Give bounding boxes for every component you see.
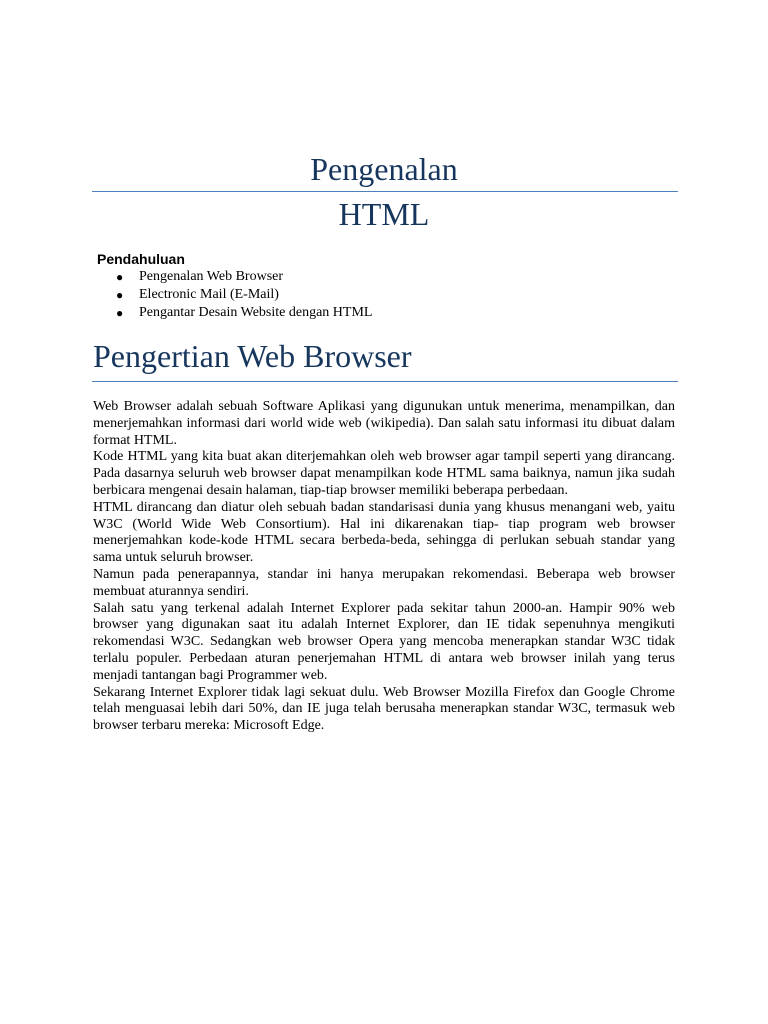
intro-heading: Pendahuluan <box>97 251 185 267</box>
section-body <box>93 399 675 735</box>
bullet-icon: ● <box>116 270 124 284</box>
section-divider <box>92 381 678 382</box>
list-item-label: Electronic Mail (E-Mail) <box>139 287 279 302</box>
body-paragraph: HTML dirancang dan diatur oleh sebuah badan standarisasi dunia yang khusus menangani web, yaitu W3C (World Wide Web Consortium). Hal ini dikarenakan tiap- tiap program web browser menerjemahkan kode-kode HTML secara berbeda-beda, sehingga di perlukan sebuah standar yang sama untuk seluruh browser. <box>93 499 675 566</box>
body-paragraph: Namun pada penerapannya, standar ini hanya merupakan rekomendasi. Beberapa web browser membuat aturannya sendiri. <box>93 566 675 599</box>
list-item-label: Pengantar Desain Website dengan HTML <box>139 305 373 320</box>
document-title-line-2: HTML <box>338 196 430 232</box>
list-item <box>112 268 372 286</box>
title-divider <box>92 191 678 192</box>
list-item <box>112 286 372 304</box>
body-paragraph: Kode HTML yang kita buat akan diterjemahkan oleh web browser agar tampil seperti yang dirancang. Pada dasarnya seluruh web browser dapat menampilkan kode HTML sama baiknya, namun jika sudah berbicara mengenai desain halaman, tiap-tiap browser memiliki beberapa perbedaan. <box>93 449 675 498</box>
body-paragraph: Salah satu yang terkenal adalah Internet Explorer pada sekitar tahun 2000-an. Hampir 90% web browser yang digunakan saat itu adalah Internet Explorer, dan IE tidak sepenuhnya mengikuti rekomendasi W3C. Sedangkan web browser Opera yang mencoba menerapkan standar W3C tidak terlalu populer. Perbedaan aturan penerjemahan HTML di antara web browser inilah yang terus menjadi tantangan bagi Programmer web. <box>93 600 675 683</box>
intro-list <box>112 268 372 322</box>
section-heading: Pengertian Web Browser <box>93 338 412 374</box>
body-paragraph: Sekarang Internet Explorer tidak lagi sekuat dulu. Web Browser Mozilla Firefox dan Google Chrome telah menguasai lebih dari 50%, dan IE juga telah berusaha menerapkan standar W3C, termasuk web browser terbaru mereka: Microsoft Edge. <box>93 684 675 734</box>
bullet-icon: ● <box>116 288 124 302</box>
document-title-line-1: Pengenalan <box>310 151 458 187</box>
body-paragraph: Web Browser adalah sebuah Software Aplikasi yang digunukan untuk menerima, menampilkan, dan menerjemahkan informasi dari world wide web (wikipedia). Dan salah satu informasi itu dibuat dalam format HTML. <box>93 399 675 448</box>
list-item <box>112 304 372 322</box>
bullet-icon: ● <box>116 306 124 320</box>
list-item-label: Pengenalan Web Browser <box>139 269 284 284</box>
